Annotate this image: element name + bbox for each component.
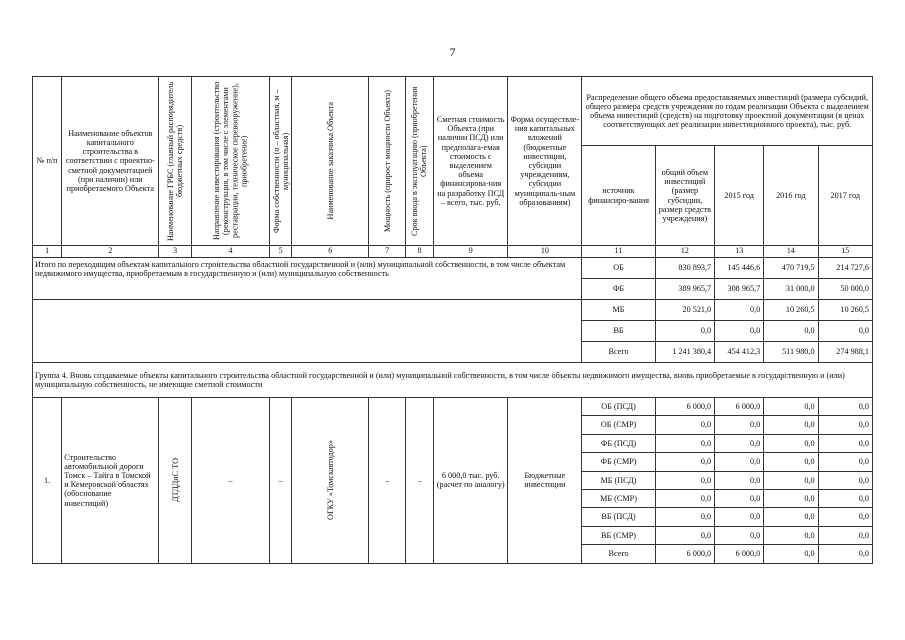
value-cell: 0,0 — [655, 489, 715, 507]
header-col-num: № п/п — [33, 77, 62, 246]
value-cell: 0,0 — [764, 526, 818, 544]
value-cell: 145 446,6 — [715, 258, 764, 279]
item-grbs: ДТДДиС ТО — [159, 398, 191, 564]
column-index-row — [33, 246, 873, 258]
header-col-total: общий объем инвестиций (размер субсидии, размер средств учреждения) — [655, 146, 715, 246]
value-cell: 1 241 380,4 — [655, 342, 715, 363]
source-cell: Всего — [582, 342, 655, 363]
index-cell: 5 — [270, 246, 292, 258]
value-cell: 0,0 — [715, 416, 764, 434]
page-number: 7 — [449, 45, 456, 59]
header-col-cost: Сметная стоимость Объекта (при наличии ПСД) или предполага-емая стоимость с выделением объема финансирова-ния на разработку ПСД – всего, тыс. руб. — [434, 77, 508, 246]
header-col-source: источник финансиро-вания — [582, 146, 655, 246]
header-col-term: Срок ввода в эксплуатацию (приобретения Объекта) — [405, 77, 433, 246]
item-cost: 6 000,0 тыс. руб. (расчет по аналогу) — [434, 398, 508, 564]
header-col-power: Мощность (прирост мощности Объекта) — [369, 77, 406, 246]
value-cell: 511 980,0 — [764, 342, 818, 363]
item-term: – — [405, 398, 433, 564]
header-col-2016: 2016 год — [764, 146, 818, 246]
index-cell: 10 — [508, 246, 582, 258]
value-cell: 6 000,0 — [655, 398, 715, 416]
source-cell: ВБ (СМР) — [582, 526, 655, 544]
header-col-form: Форма осуществле-ния капитальных вложений (бюджетные инвестиции, субсидии учреждениям, субсидии муниципаль-ным образованиям) — [508, 77, 582, 246]
item-row — [33, 398, 873, 416]
value-cell: 50 000,0 — [818, 279, 872, 300]
value-cell: 0,0 — [655, 471, 715, 489]
index-cell: 12 — [655, 246, 715, 258]
value-cell: 274 988,1 — [818, 342, 872, 363]
source-cell: ВБ (ПСД) — [582, 508, 655, 526]
value-cell: 6 000,0 — [655, 545, 715, 563]
source-cell: Всего — [582, 545, 655, 563]
value-cell: 0,0 — [764, 416, 818, 434]
source-cell: ОБ (ПСД) — [582, 398, 655, 416]
value-cell: 0,0 — [818, 489, 872, 507]
value-cell: 0,0 — [764, 508, 818, 526]
group-4-label: Группа 4. Вновь создаваемые объекты капитального строительства областной государственной и (или) муниципальной собственности, в том числе объекты недвижимого имущества, вновь приобретаемые в государственную и (или) муниципальную собственность, не имеющие сметной стоимости — [33, 363, 873, 398]
index-cell: 2 — [62, 246, 159, 258]
item-power: – — [369, 398, 406, 564]
item-ownership: – — [270, 398, 292, 564]
value-cell: 6 000,0 — [715, 398, 764, 416]
value-cell: 0,0 — [655, 416, 715, 434]
index-cell: 6 — [292, 246, 369, 258]
value-cell: 0,0 — [818, 453, 872, 471]
header-col-grbs: Наименование ГРБС (главный распорядитель бюджетных средств) — [159, 77, 191, 246]
value-cell: 0,0 — [655, 434, 715, 452]
value-cell: 308 965,7 — [715, 279, 764, 300]
value-cell: 0,0 — [715, 489, 764, 507]
value-cell: 0,0 — [818, 398, 872, 416]
header-col-name: Наименование объектов капитального строительства в соответствии с проектно-сметной документацией (при наличии) или приобретаемого Объекта — [62, 77, 159, 246]
item-form: Бюджетные инвестиции — [508, 398, 582, 564]
value-cell: 389 965,7 — [655, 279, 715, 300]
value-cell: 0,0 — [764, 545, 818, 563]
investment-table — [32, 76, 873, 564]
index-cell: 9 — [434, 246, 508, 258]
index-cell: 4 — [191, 246, 269, 258]
source-cell: ОБ — [582, 258, 655, 279]
source-cell: ФБ — [582, 279, 655, 300]
item-num: 1. — [33, 398, 62, 564]
value-cell: 0,0 — [764, 434, 818, 452]
index-cell: 11 — [582, 246, 655, 258]
value-cell: 0,0 — [818, 508, 872, 526]
value-cell: 454 412,3 — [715, 342, 764, 363]
group-row — [33, 363, 873, 398]
index-cell: 13 — [715, 246, 764, 258]
value-cell: 830 893,7 — [655, 258, 715, 279]
summary-spacer — [33, 300, 582, 363]
header-col-ownership: Форма собственности (о – областная, м – муниципальная) — [270, 77, 292, 246]
value-cell: 0,0 — [818, 321, 872, 342]
value-cell: 0,0 — [655, 508, 715, 526]
source-cell: ОБ (СМР) — [582, 416, 655, 434]
source-cell: МБ (СМР) — [582, 489, 655, 507]
value-cell: 0,0 — [764, 398, 818, 416]
index-cell: 7 — [369, 246, 406, 258]
value-cell: 0,0 — [715, 508, 764, 526]
item-customer: ОГКУ «Томскавтодор» — [292, 398, 369, 564]
index-cell: 15 — [818, 246, 872, 258]
value-cell: 0,0 — [764, 321, 818, 342]
summary-row — [33, 300, 873, 321]
value-cell: 20 521,0 — [655, 300, 715, 321]
value-cell: 0,0 — [715, 434, 764, 452]
source-cell: МБ — [582, 300, 655, 321]
value-cell: 10 260,5 — [818, 300, 872, 321]
value-cell: 0,0 — [655, 526, 715, 544]
value-cell: 470 719,5 — [764, 258, 818, 279]
index-cell: 3 — [159, 246, 191, 258]
value-cell: 0,0 — [818, 471, 872, 489]
source-cell: ФБ (ПСД) — [582, 434, 655, 452]
source-cell: МБ (ПСД) — [582, 471, 655, 489]
value-cell: 0,0 — [655, 453, 715, 471]
value-cell: 0,0 — [818, 545, 872, 563]
value-cell: 6 000,0 — [715, 545, 764, 563]
header-col-customer: Наименование заказчика Объекта — [292, 77, 369, 246]
value-cell: 0,0 — [764, 489, 818, 507]
value-cell: 0,0 — [818, 434, 872, 452]
source-cell: ВБ — [582, 321, 655, 342]
value-cell: 0,0 — [764, 453, 818, 471]
value-cell: 10 260,5 — [764, 300, 818, 321]
value-cell: 0,0 — [764, 471, 818, 489]
index-cell: 8 — [405, 246, 433, 258]
value-cell: 0,0 — [715, 300, 764, 321]
index-cell: 14 — [764, 246, 818, 258]
value-cell: 0,0 — [715, 453, 764, 471]
item-direction: – — [191, 398, 269, 564]
header-col-2015: 2015 год — [715, 146, 764, 246]
index-cell: 1 — [33, 246, 62, 258]
source-cell: ФБ (СМР) — [582, 453, 655, 471]
value-cell: 31 000,0 — [764, 279, 818, 300]
value-cell: 0,0 — [655, 321, 715, 342]
value-cell: 0,0 — [715, 526, 764, 544]
header-col-2017: 2017 год — [818, 146, 872, 246]
header-col-direction: Направление инвестирования (строительство (реконструкция, в том числе с элементами реставрации, техническое перевооружение), приобретение) — [191, 77, 269, 246]
value-cell: 0,0 — [715, 321, 764, 342]
summary-row — [33, 258, 873, 279]
item-name: Строительство автомобильной дороги Томск – Тайга в Томской и Кемеровской областях (обоснование инвестиций) — [62, 398, 159, 564]
header-distribution-group: Распределение общего объема предоставляемых инвестиций (размера субсидий, общего размера средств учреждения по годам реализации Объекта с выделением объема инвестиций (средств) на подготовку проектной документации (в ценах соответствующих лет реализации инвестиционного проекта), тыс. руб. — [582, 77, 873, 146]
value-cell: 0,0 — [818, 416, 872, 434]
value-cell: 0,0 — [818, 526, 872, 544]
value-cell: 0,0 — [715, 471, 764, 489]
summary-label: Итого по переходящим объектам капитального строительства областной государственной и (или) муниципальной собственности, в том числе объектам недвижимого имущества, приобретаемым в государственную и (или) муниципальную собственность — [33, 258, 582, 300]
value-cell: 214 727,6 — [818, 258, 872, 279]
